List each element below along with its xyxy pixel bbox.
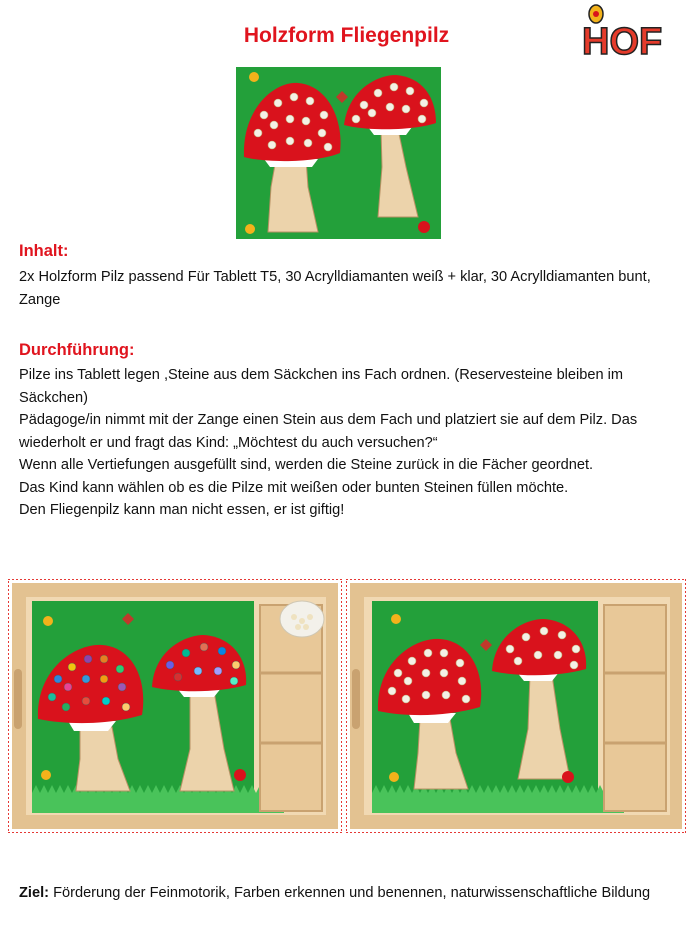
durchfuehrung-line: Den Fliegenpilz kann man nicht essen, er ist giftig! xyxy=(19,502,345,518)
durchfuehrung-text xyxy=(19,364,679,522)
durchfuehrung-line: Pilze ins Tablett legen ,Steine aus dem Säckchen ins Fach ordnen. (Reservesteine bleiben im Säckchen) xyxy=(19,367,624,406)
ziel-paragraph xyxy=(19,882,679,905)
durchfuehrung-heading: Durchführung: xyxy=(19,341,135,359)
durchfuehrung-line: Das Kind kann wählen ob es die Pilze mit weißen oder bunten Steinen füllen möchte. xyxy=(19,479,569,496)
inhalt-text: 2x Holzform Pilz passend Für Tablett T5, 30 Acrylldiamanten weiß + klar, 30 Acrylldiamanten bunt, Zange xyxy=(19,269,651,308)
inhalt-heading: Inhalt: xyxy=(19,242,69,260)
hof-logo xyxy=(576,2,686,62)
hero-mushroom-photo xyxy=(236,67,441,239)
tray-photo-colored xyxy=(8,579,342,833)
page-title: Holzform Fliegenpilz xyxy=(243,24,450,47)
logo-text: HOF xyxy=(582,21,663,62)
ziel-label: Ziel: xyxy=(19,885,49,901)
ziel-text: Förderung der Feinmotorik, Farben erkennen und benennen, naturwissenschaftliche Bildung xyxy=(53,885,651,901)
durchfuehrung-line: Wenn alle Vertiefungen ausgefüllt sind, werden die Steine zurück in die Fächer geordnet. xyxy=(19,457,594,473)
tray-photo-white xyxy=(346,579,686,833)
durchfuehrung-line: Pädagoge/in nimmt mit der Zange einen Stein aus dem Fach und platziert sie auf dem Pilz. Das wiederholt er und fragt das Kind: „Möchtest du auch versuchen?“ xyxy=(19,412,638,451)
